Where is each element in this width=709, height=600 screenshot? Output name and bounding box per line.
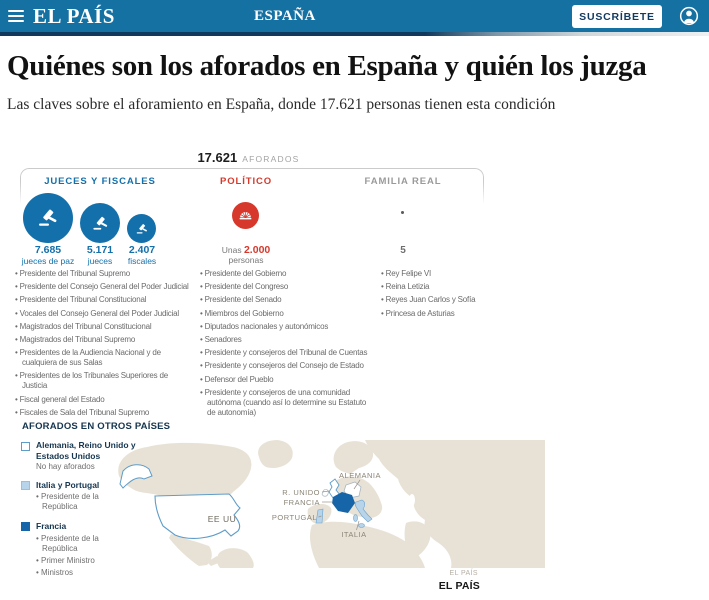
- list-item: • Presidente del Gobierno: [200, 269, 372, 279]
- gavel-icon: [127, 214, 156, 243]
- top-navigation-bar: [0, 0, 709, 32]
- black-sea: [391, 492, 403, 498]
- map-label-portugal: PORTUGAL: [271, 513, 317, 522]
- map-label-germany: ALEMANIA: [339, 471, 381, 480]
- legend-item: • Primer Ministro: [36, 556, 106, 566]
- landmass-arabia: [405, 521, 431, 559]
- list-item: • Presidente del Consejo General del Poder Judicial: [15, 282, 195, 292]
- list-item: • Rey Felipe VI: [381, 269, 503, 279]
- landmass-south-america: [217, 548, 254, 568]
- list-item: • Magistrados del Tribunal Supremo: [15, 335, 195, 345]
- list-item: • Presidente del Tribunal Supremo: [15, 269, 195, 279]
- stat-jueces-de-paz: 7.685 jueces de paz: [21, 244, 75, 266]
- legend-swatch-none: [21, 442, 30, 451]
- article-subtitle: Las claves sobre el aforamiento en España, donde 17.621 personas tienen esta condición: [7, 96, 556, 113]
- column-header-familia-real: FAMILIA REAL: [364, 176, 442, 187]
- column-header-politico: POLÍTICO: [219, 176, 273, 187]
- legend-swatch-dark-blue: [21, 522, 30, 531]
- landmass-greenland: [258, 440, 293, 468]
- list-item: • Magistrados del Tribunal Constitucional: [15, 322, 195, 332]
- list-item: • Vocales del Consejo General del Poder Judicial: [15, 309, 195, 319]
- list-item: • Presidente del Congreso: [200, 282, 372, 292]
- stat-fiscales: 2.407 fiscales: [127, 244, 157, 266]
- elpais-logo[interactable]: EL PAÍS: [33, 4, 115, 28]
- legend-item: • Ministros: [36, 568, 106, 578]
- list-item: • Presidente y consejeros del Tribunal de Cuentas: [200, 348, 372, 358]
- total-aforados: [0, 149, 497, 167]
- landmass-philippines: [537, 544, 545, 556]
- infographic-credit: EL PAÍS: [449, 570, 478, 577]
- legend-label: Italia y Portugal: [36, 480, 100, 490]
- map-label-italy: ITALIA: [341, 530, 367, 539]
- other-countries-title: AFORADOS EN OTROS PAÍSES: [22, 421, 171, 432]
- list-item: • Princesa de Asturias: [381, 309, 503, 319]
- map-label-usa: EE UU: [207, 514, 237, 524]
- list-item: • Senadores: [200, 335, 372, 345]
- stat-familia-real: 5: [400, 245, 406, 256]
- user-account-icon[interactable]: [679, 6, 699, 26]
- list-item: • Miembros del Gobierno: [200, 309, 372, 319]
- small-dot-icon: [401, 211, 404, 214]
- list-item: • Defensor del Pueblo: [200, 375, 372, 385]
- country-italy-sardinia: [354, 515, 358, 522]
- subscribe-button[interactable]: SUSCRÍBETE: [572, 5, 662, 28]
- list-item: • Fiscal general del Estado: [15, 395, 195, 405]
- column-header-jueces: JUECES Y FISCALES: [44, 176, 156, 187]
- legend-items: [36, 534, 106, 580]
- parliament-hemicycle-icon: [232, 202, 259, 229]
- total-value: 17.621: [197, 150, 238, 165]
- article-title: Quiénes son los aforados en España y quién los juzga: [7, 50, 647, 82]
- world-map: [113, 438, 545, 568]
- hamburger-menu-icon[interactable]: [8, 10, 24, 22]
- legend-item: • Presidente de la República: [36, 534, 106, 553]
- legend-note: No hay aforados: [36, 462, 95, 471]
- list-item: • Presidente del Senado: [200, 295, 372, 305]
- stat-politicos: Unas 2.000 personas: [221, 244, 271, 265]
- legend-items: [36, 492, 102, 514]
- landmass-japan: [531, 473, 536, 487]
- caption-credit: EL PAÍS: [438, 580, 480, 592]
- list-item: • Presidente y consejeros del Consejo de Estado: [200, 361, 372, 371]
- landmass-se-asia: [501, 553, 515, 559]
- familia-real-list: [381, 269, 503, 322]
- landmass-indonesia: [520, 560, 536, 566]
- landmass-scandinavia: [334, 441, 373, 474]
- list-item: • Fiscales de Sala del Tribunal Supremo: [15, 408, 195, 418]
- list-item: • Reina Letizia: [381, 282, 503, 292]
- list-item: • Presidente del Tribunal Constitucional: [15, 295, 195, 305]
- map-label-france: FRANCIA: [283, 498, 320, 507]
- section-title-espana[interactable]: ESPAÑA: [254, 8, 316, 24]
- map-label-uk: R. UNIDO: [282, 488, 320, 497]
- legend-label: Alemania, Reino Unido y Estados Unidos: [36, 440, 136, 461]
- jueces-list: [15, 269, 195, 421]
- list-item: • Reyes Juan Carlos y Sofía: [381, 295, 503, 305]
- caspian-sea: [409, 494, 415, 506]
- list-item: • Presidentes de la Audiencia Nacional y de cualquiera de sus Salas: [15, 348, 195, 368]
- stat-jueces: 5.171 jueces: [86, 244, 114, 266]
- total-label: AFORADOS: [242, 154, 300, 164]
- gavel-icon: [80, 203, 120, 243]
- list-item: • Diputados nacionales y autonómicos: [200, 322, 372, 332]
- header-progress-line: [0, 32, 709, 36]
- country-ireland: [322, 489, 328, 496]
- country-italy-sicily: [359, 524, 365, 528]
- legend-label: Francia: [36, 521, 67, 531]
- legend-item: • Presidente de la República: [36, 492, 102, 511]
- legend-swatch-light-blue: [21, 481, 30, 490]
- gavel-icon: [23, 193, 73, 243]
- list-item: • Presidentes de los Tribunales Superiores de Justicia: [15, 371, 195, 391]
- politico-list: [200, 269, 372, 421]
- list-item: • Presidente y consejeros de una comunidad autónoma (cuando así lo determine su Estatuto de autonomía): [200, 388, 372, 418]
